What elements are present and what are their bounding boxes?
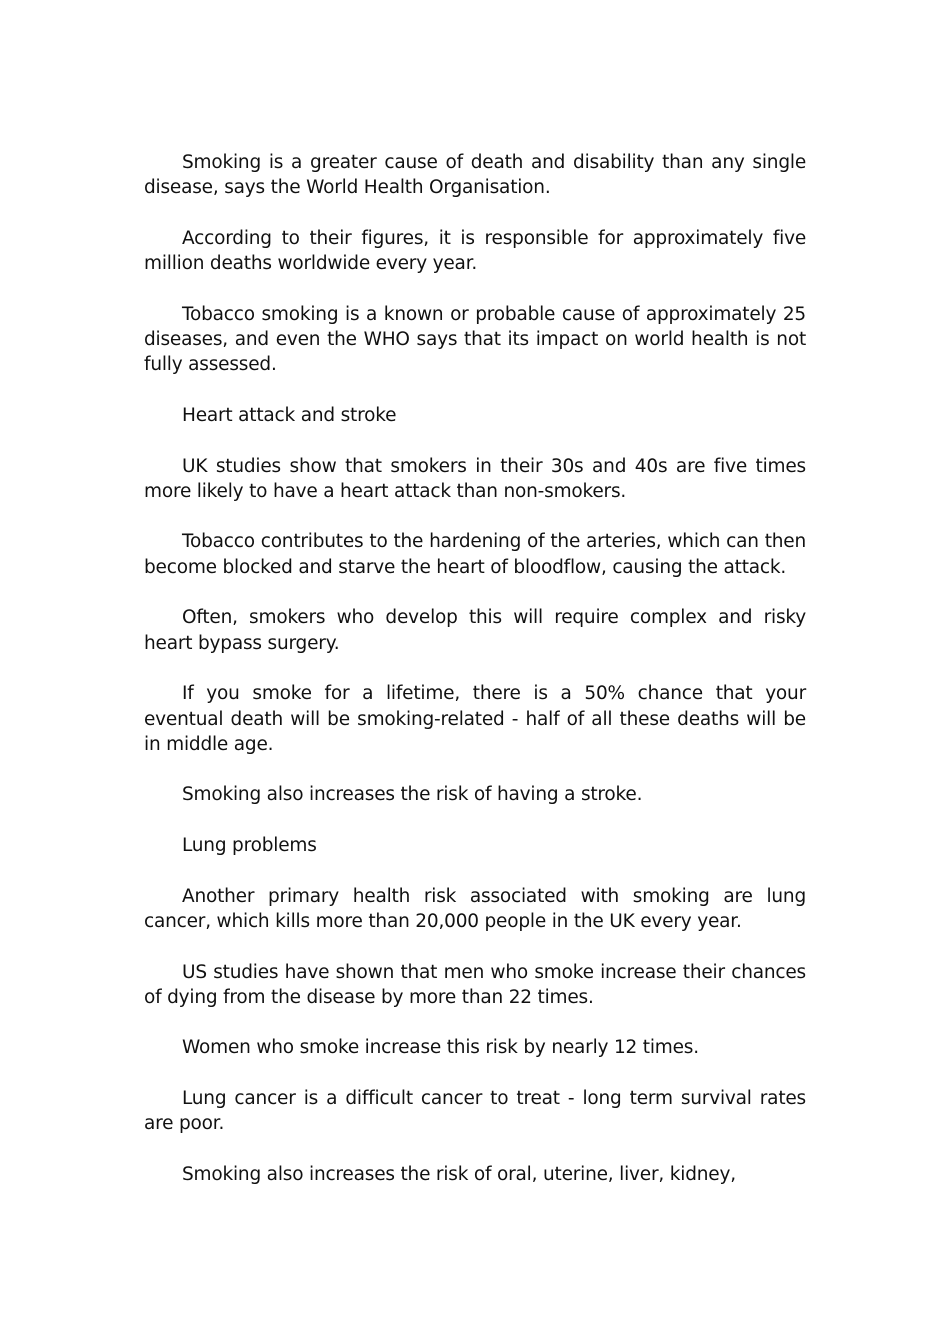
paragraph-4: UK studies show that smokers in their 30s and 40s are five times more likely to have a heart attack than non-smokers. <box>144 455 806 502</box>
paragraph-2: According to their figures, it is responsible for approximately five million deaths worldwide every year. <box>144 227 806 275</box>
paragraph-3: Tobacco smoking is a known or probable cause of approximately 25 diseases, and even the WHO says that its impact on world health is not fully assessed. <box>144 303 806 376</box>
paragraph-1: Smoking is a greater cause of death and disability than any single disease, says the World Health Organisation. <box>144 152 806 199</box>
document-body <box>144 150 806 1212</box>
paragraph-7: If you smoke for a lifetime, there is a 50% chance that your eventual death will be smoking-related - half of all these deaths will be in middle age. <box>144 683 806 755</box>
paragraph-5: Tobacco contributes to the hardening of the arteries, which can then become blocked and starve the heart of bloodflow, causing the attack. <box>144 531 806 578</box>
paragraph-11: Women who smoke increase this risk by nearly 12 times. <box>182 1037 699 1059</box>
section-heading-heart-attack-and-stroke: Heart attack and stroke <box>182 404 397 426</box>
section-heading-lung-problems: Lung problems <box>182 835 317 857</box>
paragraph-6: Often, smokers who develop this will require complex and risky heart bypass surgery. <box>144 607 806 654</box>
paragraph-9: Another primary health risk associated with smoking are lung cancer, which kills more than 20,000 people in the UK every year. <box>144 885 806 932</box>
paragraph-13: Smoking also increases the risk of oral, uterine, liver, kidney, <box>182 1163 736 1185</box>
paragraph-8: Smoking also increases the risk of having a stroke. <box>182 784 643 806</box>
paragraph-12: Lung cancer is a difficult cancer to treat - long term survival rates are poor. <box>144 1087 806 1135</box>
paragraph-10: US studies have shown that men who smoke increase their chances of dying from the disease by more than 22 times. <box>144 961 806 1008</box>
